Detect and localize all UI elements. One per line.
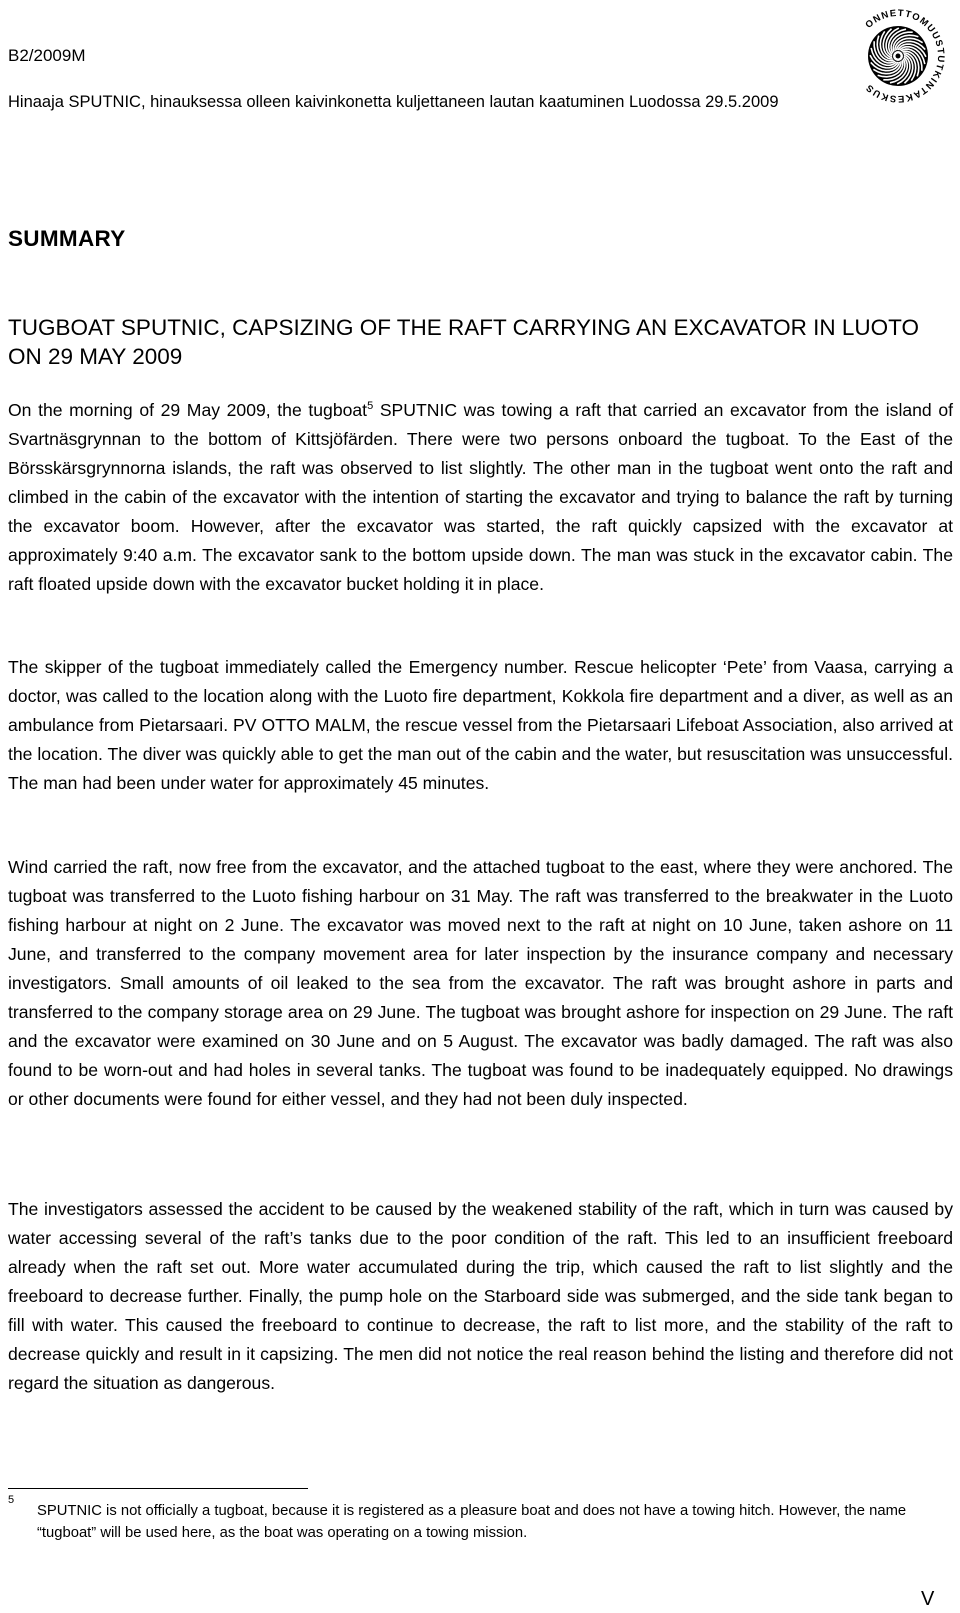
paragraph-2 [8,653,953,798]
report-title: TUGBOAT SPUTNIC, CAPSIZING OF THE RAFT CARRYING AN EXCAVATOR IN LUOTO ON 29 MAY 2009 [8,315,919,369]
page-number: V [921,1588,935,1610]
paragraph-2-text: The skipper of the tugboat immediately called the Emergency number. Rescue helicopter ‘Pete’ from Vaasa, carrying a doctor, was called to the location along with the Luoto fire department, Kokkola fire department and a diver, as well as an ambulance from Pietarsaari. PV OTTO MALM, the rescue vessel from the Pietarsaari Lifeboat Association, also arrived at the location. The diver was quickly able to get the man out of the cabin and the water, but resuscitation was unsuccessful. The man had been under water for approximately 45 minutes. [8,657,953,793]
paragraph-4-text: The investigators assessed the accident to be caused by the weakened stability of the raft, which in turn was caused by water accessing several of the raft’s tanks due to the poor condition of the raft. This led to an insufficient freeboard already when the raft set out. More water accumulated during the trip, which caused the raft to list slightly and the freeboard to decrease further. Finally, the pump hole on the Starboard side was submerged, and the side tank began to fill with water. This caused the freeboard to continue to decrease, the raft to list more, and the stability of the raft to decrease quickly and result in it capsizing. The men did not notice the real reason behind the listing and therefore did not regard the situation as dangerous. [8,1199,953,1393]
paragraph-1-start: On the morning of 29 May 2009, the tugboat [8,400,368,420]
document-id: B2/2009M [8,46,86,65]
paragraph-1 [8,396,953,599]
paragraph-3-text: Wind carried the raft, now free from the excavator, and the attached tugboat to the east, where they were anchored. The tugboat was transferred to the Luoto fishing harbour on 31 May. The raft was transferred to the breakwater in the Luoto fishing harbour at night on 2 June. The excavator was moved next to the raft at night on 10 June, taken ashore on 11 June, and transferred to the company movement area for later inspection by the insurance company and necessary investigators. Small amounts of oil leaked to the sea from the excavator. The raft was brought ashore in parts and transferred to the company storage area on 29 June. The tugboat was brought ashore for inspection on 29 June. The raft and the excavator were examined on 30 June and on 5 August. The excavator was badly damaged. The raft was also found to be worn-out and had holes in several tanks. The tugboat was found to be inadequately equipped. No drawings or other documents were found for either vessel, and they had not been duly inspected. [8,857,953,1109]
paragraph-3 [8,853,953,1114]
header-title: Hinaaja SPUTNIC, hinauksessa olleen kaivinkonetta kuljettaneen lautan kaatuminen Luodossa 29.5.2009 [8,93,779,111]
agency-seal-logo [842,6,954,106]
footnote-number: 5 [8,1494,15,1506]
summary-heading: SUMMARY [8,226,126,251]
footnote-ref[interactable]: 5 [367,400,374,413]
footnote-divider [8,1488,308,1489]
paragraph-1-rest: SPUTNIC was towing a raft that carried an excavator from the island of Svartnäsgrynnan to the bottom of Kittsjöfärden. There were two persons onboard the tugboat. To the East of the Börsskärsgrynnorna islands, the raft was observed to list slightly. The other man in the tugboat went onto the raft and climbed in the cabin of the excavator with the intention of starting the excavator and trying to balance the raft by turning the excavator boom. However, after the excavator was started, the raft quickly capsized with the excavator at approximately 9:40 a.m. The excavator sank to the bottom upside down. The man was stuck in the excavator cabin. The raft floated upside down with the excavator bucket holding it in place. [8,400,954,594]
seal-lettering: ONNETTOMUUSTUTKINTAKESKUS [863,7,947,105]
paragraph-4 [8,1195,953,1398]
footnote-text: SPUTNIC is not officially a tugboat, because it is registered as a pleasure boat and does not have a towing hitch. However, the name “tugboat” will be used here, as the boat was operating on a towing mission. [37,1503,907,1541]
